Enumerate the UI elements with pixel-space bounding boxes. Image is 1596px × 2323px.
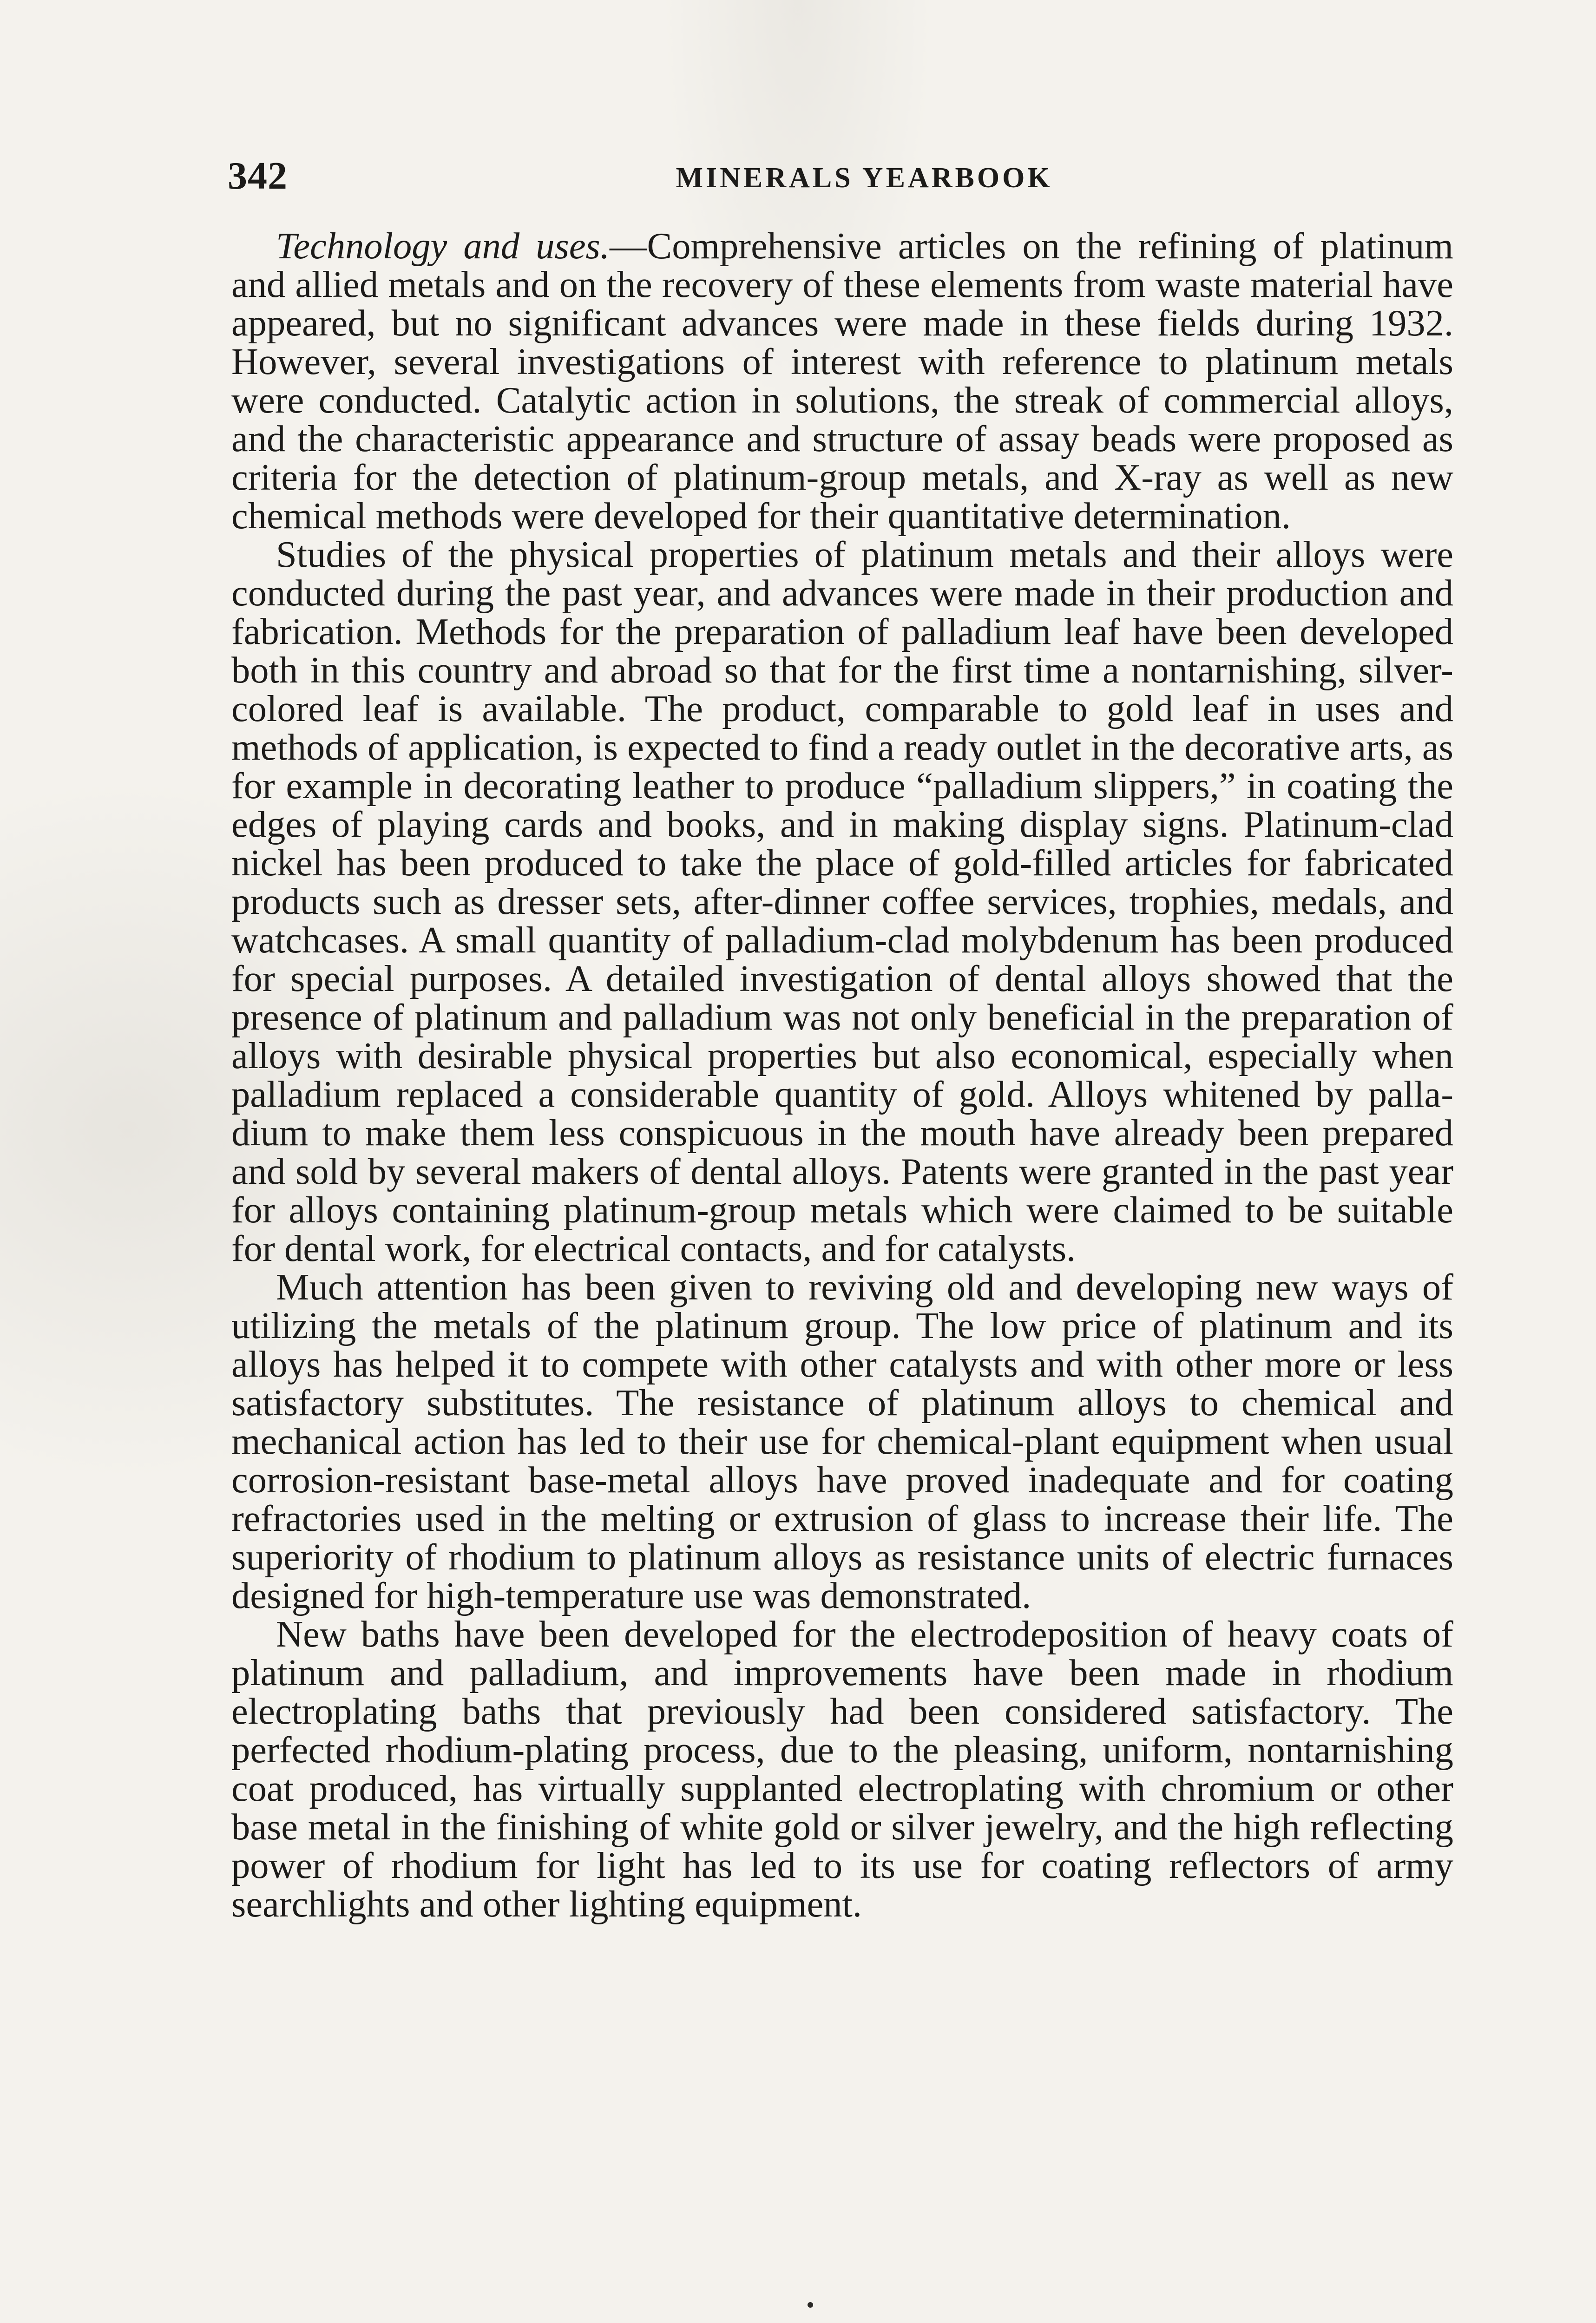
- paragraph-text: Studies of the physical properties of platinum metals and their alloys were conducted during the past year, and advances were made in their production and fabrication. Methods for the preparation of palladium leaf have been developed both in this country and abroad so that for the first time a nontarnishing, silver-colored leaf is available. The product, comparable to gold leaf in uses and methods of application, is expected to find a ready outlet in the decorative arts, as for example in decorating leather to produce “palladium slippers,” in coating the edges of playing cards and books, and in making display signs. Platinum-clad nickel has been produced to take the place of gold-filled articles for fabricated products such as dresser sets, after-dinner coffee services, trophies, medals, and watchcases. A small quantity of palladium-clad molybdenum has been produced for special purposes. A detailed investigation of dental alloys showed that the presence of platinum and palladium was not only beneficial in the preparation of alloys with desirable physical properties but also economical, especially when palladium replaced a considerable quantity of gold. Alloys whitened by palladium to make them less conspicuous in the mouth have already been prepared and sold by several makers of dental alloys. Patents were granted in the past year for alloys containing platinum-group metals which were claimed to be suitable for dental work, for electrical contacts, and for catalysts.: [231, 534, 1453, 1269]
- page-number: 342: [228, 154, 288, 197]
- section-lead-heading: Technology and uses.: [276, 225, 610, 267]
- paragraph-physical-properties: [231, 535, 1453, 1268]
- body-text: [231, 227, 1453, 1923]
- paragraph-electrodeposition: [231, 1615, 1453, 1923]
- paragraph-text: New baths have been developed for the electrodeposition of heavy coats of platinum and palladium, and improvements have been made in rhodium electroplating baths that previously had been considered satisfactory. The perfected rhodium-plating process, due to the pleasing, uniform, nontarnishing coat produced, has virtually supplanted electroplating with chromium or other base metal in the finishing of white gold or silver jewelry, and the high reflecting power of rhodium for light has led to its use for coating reflectors of army searchlights and other lighting equipment.: [231, 1614, 1453, 1925]
- paragraph-text: —Comprehensive articles on the refining of platinum and allied metals and on the recovery of these elements from waste material have appeared, but no significant advances were made in these fields during 1932. However, several investigations of interest with reference to platinum metals were conducted. Catalytic action in solutions, the streak of commercial alloys, and the characteristic appearance and structure of assay beads were proposed as criteria for the detection of platinum-group metals, and X-ray as well as new chemical methods were developed for their quantitative determination.: [231, 225, 1453, 537]
- paragraph-text: Much attention has been given to reviving old and developing new ways of utilizing the metals of the platinum group. The low price of platinum and its alloys has helped it to compete with other catalysts and with other more or less satisfactory substitutes. The resistance of platinum alloys to chemical and mechanical action has led to their use for chemical-plant equipment when usual corrosion-resistant base-metal alloys have proved inadequate and for coating refractories used in the melting or extrusion of glass to increase their life. The superiority of rhodium to platinum alloys as resistance units of electric furnaces designed for high-temperature use was demonstrated.: [231, 1266, 1453, 1616]
- page-header: [228, 153, 1501, 209]
- printer-dot-mark: [808, 2302, 813, 2308]
- paragraph-new-uses: [231, 1268, 1453, 1615]
- running-title: MINERALS YEARBOOK: [676, 162, 1053, 194]
- paragraph-technology-and-uses: [231, 227, 1453, 535]
